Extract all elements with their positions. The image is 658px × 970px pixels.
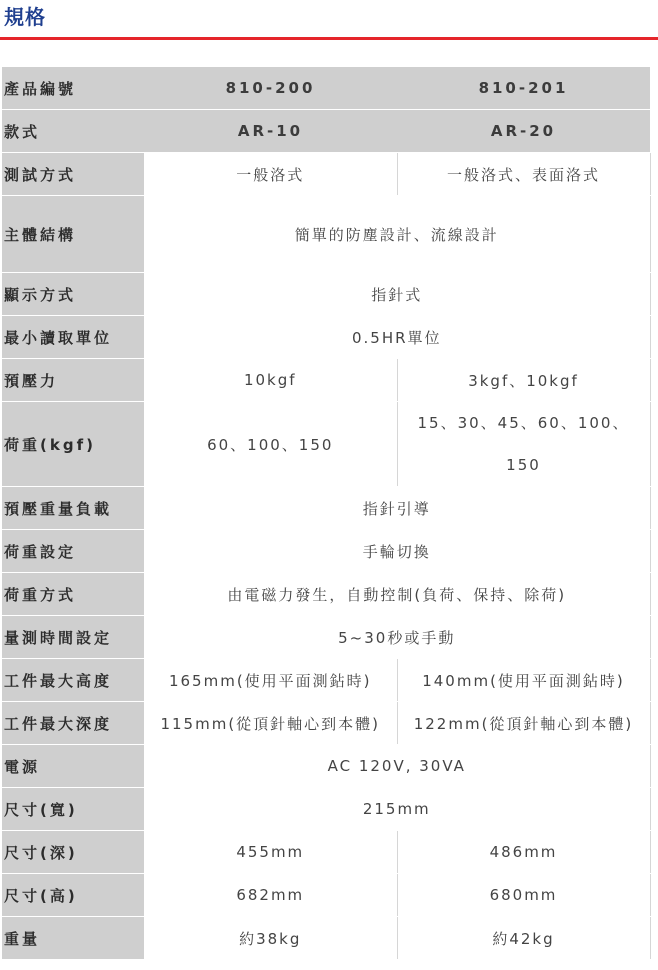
cell-value: 682mm <box>144 874 397 917</box>
table-row <box>2 273 650 316</box>
table-row <box>2 110 650 153</box>
cell-value: 0.5HR單位 <box>144 316 650 359</box>
section-heading: 規格 <box>4 5 46 29</box>
row-label: 工件最大深度 <box>2 702 144 745</box>
cell-value <box>397 402 650 487</box>
row-label: 尺寸(高) <box>2 874 144 917</box>
cell-value: 140mm(使用平面測鉆時) <box>397 659 650 702</box>
cell-value-line: 150 <box>506 456 541 474</box>
cell-value: 486mm <box>397 831 650 874</box>
row-label: 顯示方式 <box>2 273 144 316</box>
table-row <box>2 153 650 196</box>
table-row <box>2 67 650 110</box>
row-label: 重量 <box>2 917 144 960</box>
row-label: 測試方式 <box>2 153 144 196</box>
row-label: 工件最大高度 <box>2 659 144 702</box>
cell-value: 3kgf、10kgf <box>397 359 650 402</box>
row-label: 預壓力 <box>2 359 144 402</box>
cell-value: 60、100、150 <box>144 402 397 487</box>
table-row <box>2 831 650 874</box>
row-label: 量測時間設定 <box>2 616 144 659</box>
cell-value: 115mm(從頂針軸心到本體) <box>144 702 397 745</box>
row-label: 最小讀取單位 <box>2 316 144 359</box>
table-row <box>2 316 650 359</box>
table-row <box>2 573 650 616</box>
heading-divider <box>0 37 658 40</box>
row-label: 產品編號 <box>2 67 144 110</box>
table-row <box>2 874 650 917</box>
row-label: 電源 <box>2 745 144 788</box>
cell-value: 指針引導 <box>144 487 650 530</box>
row-label: 款式 <box>2 110 144 153</box>
row-label: 尺寸(寬) <box>2 788 144 831</box>
table-row <box>2 402 650 487</box>
cell-value: 10kgf <box>144 359 397 402</box>
table-row <box>2 616 650 659</box>
cell-value: 680mm <box>397 874 650 917</box>
cell-value: 一般洛式、表面洛式 <box>397 153 650 196</box>
cell-value: 指針式 <box>144 273 650 316</box>
table-row <box>2 917 650 960</box>
cell-value: 手輪切換 <box>144 530 650 573</box>
table-row <box>2 745 650 788</box>
row-label: 尺寸(深) <box>2 831 144 874</box>
cell-value: 215mm <box>144 788 650 831</box>
cell-value: AC 120V, 30VA <box>144 745 650 788</box>
model-number-a: 810-200 <box>144 67 397 110</box>
cell-value: 由電磁力發生，自動控制(負荷、保持、除荷) <box>144 573 650 616</box>
row-label: 荷重方式 <box>2 573 144 616</box>
cell-value: 約42kg <box>397 917 650 960</box>
model-number-b: 810-201 <box>397 67 650 110</box>
cell-value: 簡單的防塵設計、流線設計 <box>144 196 650 273</box>
table-row <box>2 487 650 530</box>
table-row <box>2 530 650 573</box>
table-row <box>2 359 650 402</box>
cell-value: 455mm <box>144 831 397 874</box>
spec-table <box>2 67 651 960</box>
table-row <box>2 659 650 702</box>
table-row <box>2 702 650 745</box>
cell-value: 一般洛式 <box>144 153 397 196</box>
row-label: 荷重(kgf) <box>2 402 144 487</box>
cell-value: 122mm(從頂針軸心到本體) <box>397 702 650 745</box>
cell-value-line: 15、30、45、60、100、 <box>417 414 630 432</box>
table-row <box>2 788 650 831</box>
cell-value: 5~30秒或手動 <box>144 616 650 659</box>
row-label: 荷重設定 <box>2 530 144 573</box>
model-style-a: AR-10 <box>144 110 397 153</box>
cell-value: 約38kg <box>144 917 397 960</box>
cell-value: 165mm(使用平面測鉆時) <box>144 659 397 702</box>
model-style-b: AR-20 <box>397 110 650 153</box>
table-row <box>2 196 650 273</box>
row-label: 主體結構 <box>2 196 144 273</box>
row-label: 預壓重量負載 <box>2 487 144 530</box>
